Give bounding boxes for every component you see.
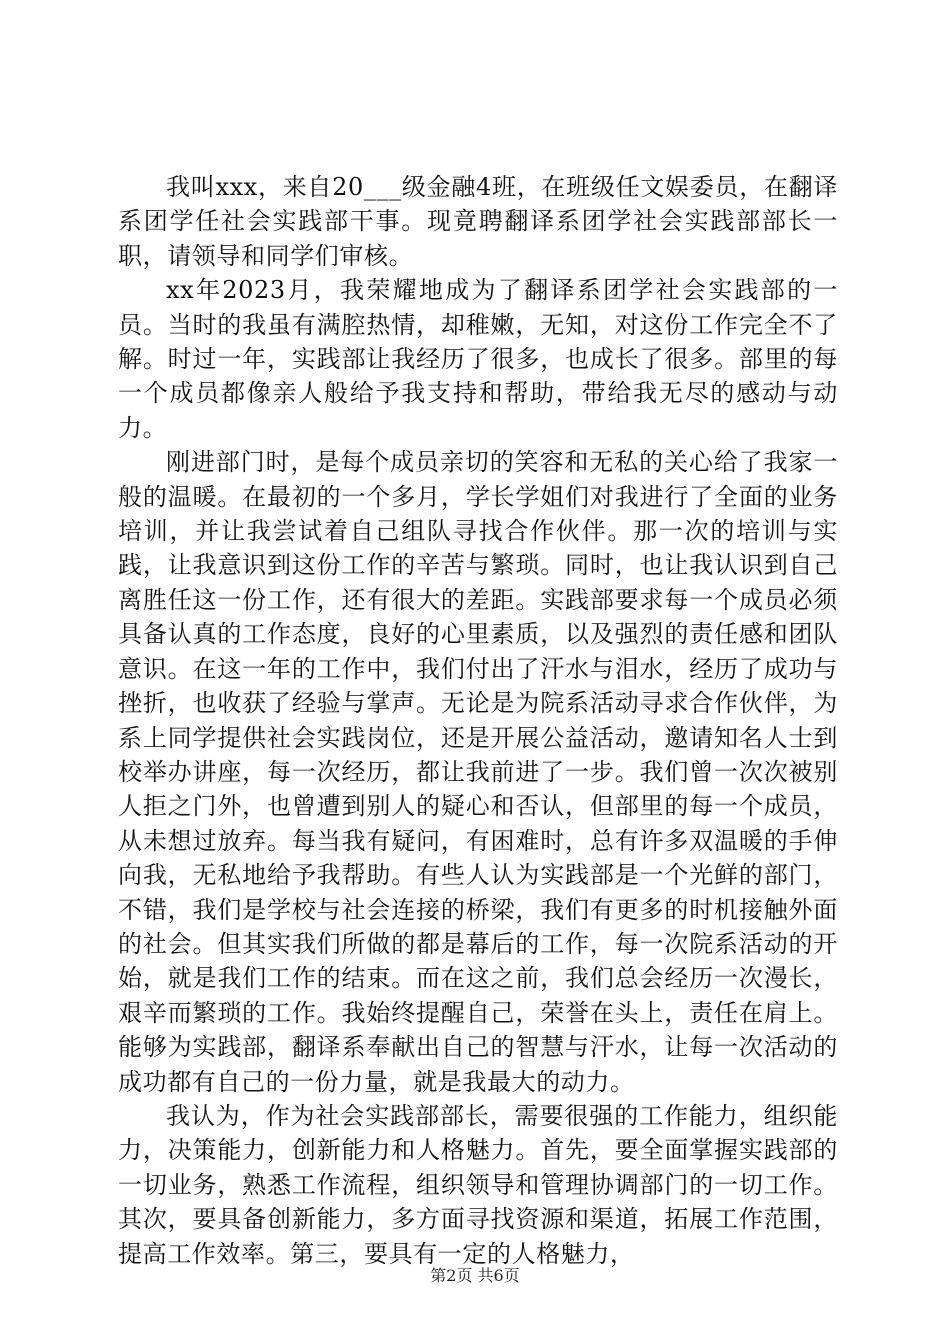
- document-body: [118, 170, 838, 1271]
- page-number-footer: 第2页 共6页: [430, 1266, 520, 1285]
- paragraph-1: 我叫xxx，来自20___级金融4班，在班级任文娱委员，在翻译系团学任社会实践部干事。现竟聘翻译系团学社会实践部部长一职，请领导和同学们审核。: [118, 173, 838, 270]
- paragraph-3: 刚进部门时，是每个成员亲切的笑容和无私的关心给了我家一般的温暖。在最初的一个多月，学长学姐们对我进行了全面的业务培训，并让我尝试着自己组队寻找合作伙伴。那一次的培训与实践，让我意识到这份工作的辛苦与繁琐。同时，也让我认识到自己离胜任这一份工作，还有很大的差距。实践部要求每一个成员必须具备认真的工作态度，良好的心里素质，以及强烈的责任感和团队意识。在这一年的工作中，我们付出了汗水与泪水，经历了成功与挫折，也收获了经验与掌声。无论是为院系活动寻求合作伙伴，为系上同学提供社会实践岗位，还是开展公益活动，邀请知名人士到校举办讲座，每一次经历，都让我前进了一步。我们曾一次次被别人拒之门外，也曾遭到别人的疑心和否认，但部里的每一个成员，从未想过放弃。每当我有疑问，有困难时，总有许多双温暖的手伸向我，无私地给予我帮助。有些人认为实践部是一个光鲜的部门，不错，我们是学校与社会连接的桥梁，我们有更多的时机接触外面的社会。但其实我们所做的都是幕后的工作，每一次院系活动的开始，就是我们工作的结束。而在这之前，我们总会经历一次漫长，艰辛而繁琐的工作。我始终提醒自己，荣誉在头上，责任在肩上。能够为实践部，翻译系奉献出自己的智慧与汗水，让每一次活动的成功都有自己的一份力量，就是我最大的动力。: [118, 448, 838, 1096]
- paragraph-4: 我认为，作为社会实践部部长，需要很强的工作能力，组织能力，决策能力，创新能力和人格魅力。首先，要全面掌握实践部的一切业务，熟悉工作流程，组织领导和管理协调部门的一切工作。其次，要具备创新能力，多方面寻找资源和渠道，拓展工作范围，提高工作效率。第三，要具有一定的人格魅力，: [118, 1101, 838, 1268]
- paragraph-2: xx年2023月，我荣耀地成为了翻译系团学社会实践部的一员。当时的我虽有满腔热情，却稚嫩，无知，对这份工作完全不了解。时过一年，实践部让我经历了很多，也成长了很多。部里的每一个成员都像亲人般给予我支持和帮助，带给我无尽的感动与动力。: [118, 276, 838, 442]
